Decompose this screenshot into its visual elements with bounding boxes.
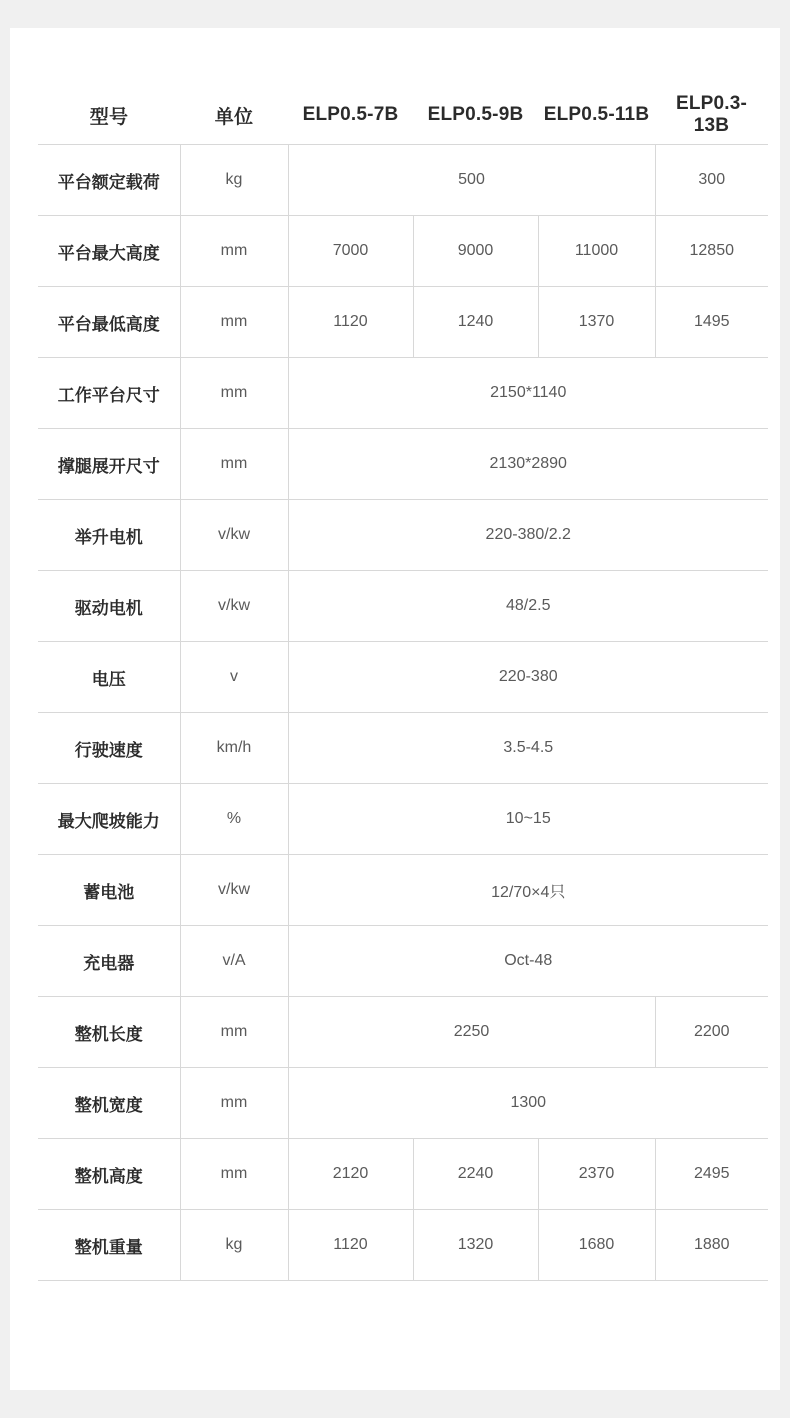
row-value: 1240 xyxy=(413,287,538,358)
row-value: 2200 xyxy=(655,997,768,1068)
row-value: 2120 xyxy=(288,1139,413,1210)
table-row xyxy=(38,926,768,997)
header-cell-elp05-11b: ELP0.5-11B xyxy=(543,104,650,125)
row-label: 行驶速度 xyxy=(38,713,180,784)
table-row xyxy=(38,571,768,642)
row-label: 整机重量 xyxy=(38,1210,180,1281)
row-label: 整机长度 xyxy=(38,997,180,1068)
spec-sheet-card xyxy=(10,28,780,1390)
row-unit: % xyxy=(180,784,288,855)
table-header xyxy=(38,86,768,145)
row-unit: v xyxy=(180,642,288,713)
row-label: 撑腿展开尺寸 xyxy=(38,429,180,500)
row-value: 2495 xyxy=(655,1139,768,1210)
row-value: 12/70×4只 xyxy=(288,855,768,926)
row-value: 220-380/2.2 xyxy=(288,500,768,571)
row-label: 举升电机 xyxy=(38,500,180,571)
header-cell-elp05-7b: ELP0.5-7B xyxy=(302,104,399,125)
row-label: 最大爬坡能力 xyxy=(38,784,180,855)
table-row xyxy=(38,287,768,358)
row-unit: mm xyxy=(180,997,288,1068)
table-row xyxy=(38,713,768,784)
table-row xyxy=(38,1139,768,1210)
row-value: 2240 xyxy=(413,1139,538,1210)
row-unit: mm xyxy=(180,216,288,287)
header-cell-unit: 单位 xyxy=(214,106,254,128)
header-cell-model: 型号 xyxy=(89,106,129,128)
row-label: 平台最大高度 xyxy=(38,216,180,287)
row-unit: kg xyxy=(180,1210,288,1281)
row-label: 驱动电机 xyxy=(38,571,180,642)
table-row xyxy=(38,855,768,926)
row-value: 1495 xyxy=(655,287,768,358)
row-label: 整机宽度 xyxy=(38,1068,180,1139)
row-value: 1120 xyxy=(288,287,413,358)
row-unit: v/A xyxy=(180,926,288,997)
row-value: 2130*2890 xyxy=(288,429,768,500)
table-header-row xyxy=(38,86,768,145)
row-value: 220-380 xyxy=(288,642,768,713)
row-value: 300 xyxy=(655,145,768,216)
row-value: 10~15 xyxy=(288,784,768,855)
row-value: 9000 xyxy=(413,216,538,287)
row-value: 12850 xyxy=(655,216,768,287)
row-value: 7000 xyxy=(288,216,413,287)
row-unit: kg xyxy=(180,145,288,216)
table-row xyxy=(38,429,768,500)
row-value: 1370 xyxy=(538,287,655,358)
row-value: 1320 xyxy=(413,1210,538,1281)
row-unit: v/kw xyxy=(180,571,288,642)
row-value: 1680 xyxy=(538,1210,655,1281)
row-unit: mm xyxy=(180,358,288,429)
table-row xyxy=(38,145,768,216)
specification-table xyxy=(38,86,768,1281)
row-label: 工作平台尺寸 xyxy=(38,358,180,429)
row-label: 蓄电池 xyxy=(38,855,180,926)
row-unit: v/kw xyxy=(180,500,288,571)
row-value: 48/2.5 xyxy=(288,571,768,642)
row-value: 1120 xyxy=(288,1210,413,1281)
row-label: 平台额定载荷 xyxy=(38,145,180,216)
row-unit: v/kw xyxy=(180,855,288,926)
row-value: 11000 xyxy=(538,216,655,287)
header-cell-elp03-13b: ELP0.3-13B xyxy=(675,93,748,136)
row-unit: km/h xyxy=(180,713,288,784)
row-label: 平台最低高度 xyxy=(38,287,180,358)
table-body xyxy=(38,145,768,1281)
row-value: Oct-48 xyxy=(288,926,768,997)
table-row xyxy=(38,1068,768,1139)
row-value: 1300 xyxy=(288,1068,768,1139)
table-row xyxy=(38,1210,768,1281)
table-row xyxy=(38,216,768,287)
table-row xyxy=(38,642,768,713)
table-row xyxy=(38,997,768,1068)
row-label: 充电器 xyxy=(38,926,180,997)
row-value: 2150*1140 xyxy=(288,358,768,429)
row-value: 3.5-4.5 xyxy=(288,713,768,784)
row-unit: mm xyxy=(180,429,288,500)
row-value: 2250 xyxy=(288,997,655,1068)
row-unit: mm xyxy=(180,1068,288,1139)
row-unit: mm xyxy=(180,1139,288,1210)
row-value: 2370 xyxy=(538,1139,655,1210)
row-unit: mm xyxy=(180,287,288,358)
row-label: 电压 xyxy=(38,642,180,713)
row-value: 500 xyxy=(288,145,655,216)
row-label: 整机高度 xyxy=(38,1139,180,1210)
row-value: 1880 xyxy=(655,1210,768,1281)
table-row xyxy=(38,784,768,855)
header-cell-elp05-9b: ELP0.5-9B xyxy=(427,104,524,125)
table-row xyxy=(38,500,768,571)
table-row xyxy=(38,358,768,429)
